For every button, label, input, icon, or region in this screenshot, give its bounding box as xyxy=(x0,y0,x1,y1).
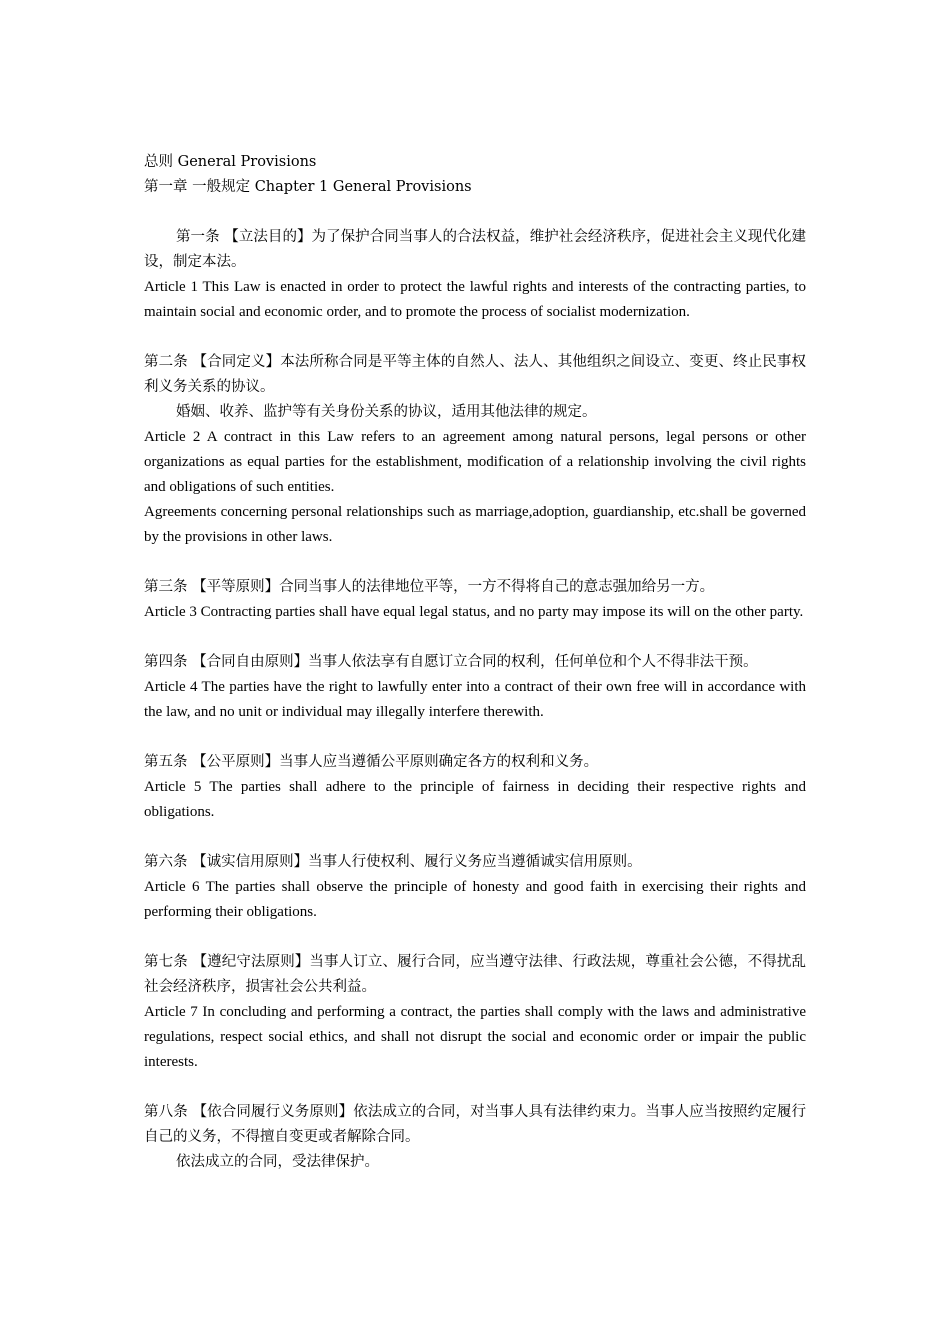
article-2-chinese-paragraph-2: 婚姻、收养、监护等有关身份关系的协议，适用其他法律的规定。 xyxy=(176,404,597,420)
document-body xyxy=(144,150,806,1175)
article-8-chinese-paragraph-2: 依法成立的合同，受法律保护。 xyxy=(176,1154,379,1170)
article-8-chinese: 第八条 【依合同履行义务原则】依法成立的合同，对当事人具有法律约束力。当事人应当按照约定履行自己的义务，不得擅自变更或者解除合同。 xyxy=(144,1104,806,1145)
article-5-chinese: 第五条 【公平原则】当事人应当遵循公平原则确定各方的权利和义务。 xyxy=(144,754,599,770)
spacer xyxy=(144,725,806,750)
article-6-english: Article 6 The parties shall observe the principle of honesty and good faith in exercising their rights and performing their obligations. xyxy=(144,879,806,920)
spacer xyxy=(144,1075,806,1100)
article-3-chinese: 第三条 【平等原则】合同当事人的法律地位平等，一方不得将自己的意志强加给另一方。 xyxy=(144,579,715,595)
article-2-english: Article 2 A contract in this Law refers to an agreement among natural persons, legal persons or other organizations as equal parties for the establishment, modification of a relationship involving the civil rights and obligations of such entities. xyxy=(144,429,806,495)
article-7-english: Article 7 In concluding and performing a contract, the parties shall comply with the laws and administrative regulations, respect social ethics, and shall not disrupt the social and economic order or impair the public interests. xyxy=(144,1004,806,1070)
article-2-chinese: 第二条 【合同定义】本法所称合同是平等主体的自然人、法人、其他组织之间设立、变更、终止民事权利义务关系的协议。 xyxy=(144,354,806,395)
spacer xyxy=(144,325,806,350)
article-6-chinese: 第六条 【诚实信用原则】当事人行使权利、履行义务应当遵循诚实信用原则。 xyxy=(144,854,642,870)
article-5-english: Article 5 The parties shall adhere to the principle of fairness in deciding their respective rights and obligations. xyxy=(144,779,806,820)
article-1-chinese: 第一条 【立法目的】为了保护合同当事人的合法权益，维护社会经济秩序，促进社会主义现代化建设，制定本法。 xyxy=(144,229,806,270)
article-1-english: Article 1 This Law is enacted in order to protect the lawful rights and interests of the contracting parties, to maintain social and economic order, and to promote the process of socialist modernization. xyxy=(144,279,806,320)
spacer xyxy=(144,200,806,225)
article-4-chinese: 第四条 【合同自由原则】当事人依法享有自愿订立合同的权利，任何单位和个人不得非法干预。 xyxy=(144,654,758,670)
article-2-english-paragraph-2: Agreements concerning personal relationships such as marriage,adoption, guardianship, etc.shall be governed by the provisions in other laws. xyxy=(144,504,806,545)
section-title: 总则 General Provisions xyxy=(144,154,317,170)
article-3-english: Article 3 Contracting parties shall have equal legal status, and no party may impose its will on the other party. xyxy=(144,604,804,620)
article-4-english: Article 4 The parties have the right to lawfully enter into a contract of their own free will in accordance with the law, and no unit or individual may illegally interfere therewith. xyxy=(144,679,806,720)
spacer xyxy=(144,825,806,850)
spacer xyxy=(144,550,806,575)
article-7-chinese: 第七条 【遵纪守法原则】当事人订立、履行合同，应当遵守法律、行政法规，尊重社会公德，不得扰乱社会经济秩序，损害社会公共利益。 xyxy=(144,954,806,995)
spacer xyxy=(144,625,806,650)
chapter-title: 第一章 一般规定 Chapter 1 General Provisions xyxy=(144,179,472,195)
spacer xyxy=(144,925,806,950)
